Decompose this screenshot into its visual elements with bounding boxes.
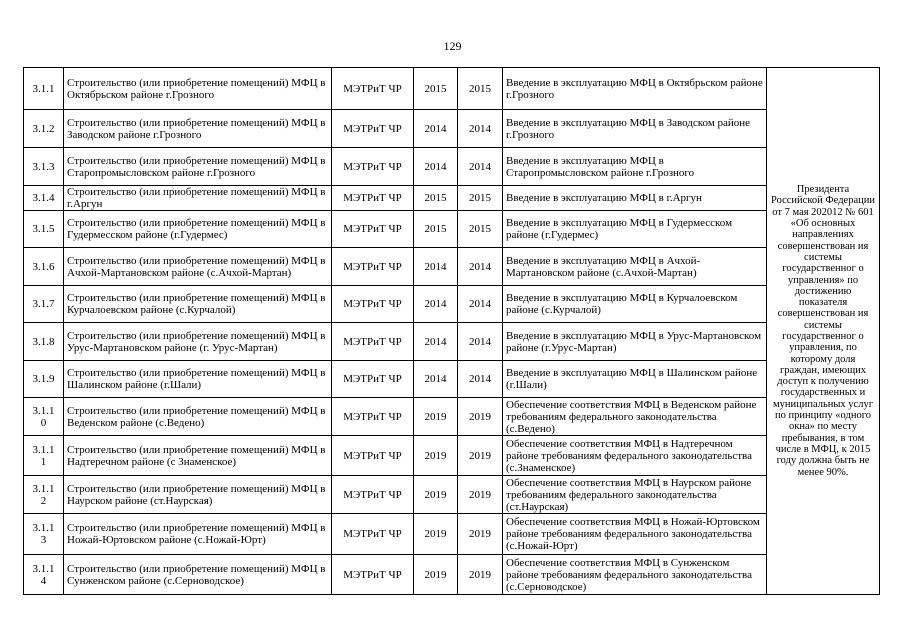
responsible-agency: МЭТРиТ ЧР bbox=[332, 323, 414, 361]
row-number bbox=[24, 476, 64, 514]
start-year: 2014 bbox=[414, 361, 458, 398]
row-number-text: 3.1.13 bbox=[32, 522, 55, 546]
responsible-agency: МЭТРиТ ЧР bbox=[332, 555, 414, 595]
table-row bbox=[24, 555, 880, 595]
expected-result: Введение в эксплуатацию МФЦ в Урус-Мартановском районе (г.Урус-Мартан) bbox=[503, 323, 767, 361]
measure-description: Строительство (или приобретение помещений) МФЦ в Наурском районе (ст.Наурская) bbox=[64, 476, 332, 514]
responsible-agency: МЭТРиТ ЧР bbox=[332, 186, 414, 211]
responsible-agency: МЭТРиТ ЧР bbox=[332, 476, 414, 514]
start-year: 2014 bbox=[414, 248, 458, 286]
expected-result: Введение в эксплуатацию МФЦ в Шалинском районе (г.Шали) bbox=[503, 361, 767, 398]
expected-result: Обеспечение соответствия МФЦ в Ножай-Юртовском районе требованиям федерального законодательства (с.Ножай-Юрт) bbox=[503, 514, 767, 555]
table-row bbox=[24, 323, 880, 361]
row-number-text: 3.1.4 bbox=[32, 192, 55, 204]
end-year: 2014 bbox=[458, 286, 503, 323]
row-number-text: 3.1.1 bbox=[32, 82, 55, 95]
responsible-agency: МЭТРиТ ЧР bbox=[332, 68, 414, 110]
start-year: 2019 bbox=[414, 555, 458, 595]
end-year: 2019 bbox=[458, 514, 503, 555]
table-row bbox=[24, 476, 880, 514]
table-row bbox=[24, 398, 880, 436]
row-number-text: 3.1.12 bbox=[32, 482, 55, 507]
table-row bbox=[24, 148, 880, 186]
expected-result: Обеспечение соответствия МФЦ в Сунженском районе требованиям федерального законодательства (с.Серноводское) bbox=[503, 555, 767, 595]
end-year: 2019 bbox=[458, 476, 503, 514]
row-number-text: 3.1.6 bbox=[32, 260, 55, 273]
measure-description: Строительство (или приобретение помещений) МФЦ в Веденском районе (с.Ведено) bbox=[64, 398, 332, 436]
measure-description: Строительство (или приобретение помещений) МФЦ в Надтеречном районе (с Знаменское) bbox=[64, 436, 332, 476]
expected-result: Обеспечение соответствия МФЦ в Веденском районе требованиям федерального законодательства (с.Ведено) bbox=[503, 398, 767, 436]
row-number bbox=[24, 398, 64, 436]
measure-description: Строительство (или приобретение помещений) МФЦ в Курчалоевском районе (с.Курчалой) bbox=[64, 286, 332, 323]
row-number bbox=[24, 555, 64, 595]
row-number bbox=[24, 514, 64, 555]
table-row bbox=[24, 248, 880, 286]
page-number: 129 bbox=[443, 39, 462, 53]
legal-basis-note: Президента Российской Федерации от 7 мая 202012 № 601 «Об основных направлениях совершенствован ия системы государственног о управления» по достижению показателя совершенствован ия системы государственног о управления, по которому доля граждан, имеющих доступ к получению государственных и муниципальных услуг по принципу «одного окна» по месту пребывания, в том числе в МФЦ, к 2015 году должна быть не менее 90%. bbox=[767, 68, 880, 595]
row-number-text: 3.1.14 bbox=[32, 562, 55, 587]
row-number bbox=[24, 186, 64, 211]
row-number bbox=[24, 323, 64, 361]
row-number bbox=[24, 361, 64, 398]
end-year: 2015 bbox=[458, 68, 503, 110]
responsible-agency: МЭТРиТ ЧР bbox=[332, 436, 414, 476]
table-row bbox=[24, 514, 880, 555]
responsible-agency: МЭТРиТ ЧР bbox=[332, 248, 414, 286]
measure-description: Строительство (или приобретение помещений) МФЦ в г.Аргун bbox=[64, 186, 332, 211]
row-number-text: 3.1.9 bbox=[32, 373, 55, 385]
responsible-agency: МЭТРиТ ЧР bbox=[332, 514, 414, 555]
end-year: 2014 bbox=[458, 148, 503, 186]
table-row bbox=[24, 361, 880, 398]
expected-result: Введение в эксплуатацию МФЦ в Старопромысловском районе г.Грозного bbox=[503, 148, 767, 186]
expected-result: Обеспечение соответствия МФЦ в Наурском районе требованиям федерального законодательства (ст.Наурская) bbox=[503, 476, 767, 514]
measure-description: Строительство (или приобретение помещений) МФЦ в Гудермесском районе (г.Гудермес) bbox=[64, 211, 332, 248]
responsible-agency: МЭТРиТ ЧР bbox=[332, 361, 414, 398]
row-number bbox=[24, 211, 64, 248]
start-year: 2014 bbox=[414, 148, 458, 186]
expected-result: Введение в эксплуатацию МФЦ в Курчалоевском районе (с.Курчалой) bbox=[503, 286, 767, 323]
end-year: 2014 bbox=[458, 361, 503, 398]
start-year: 2014 bbox=[414, 110, 458, 148]
row-number-text: 3.1.2 bbox=[32, 122, 55, 135]
row-number bbox=[24, 248, 64, 286]
end-year: 2014 bbox=[458, 248, 503, 286]
end-year: 2014 bbox=[458, 110, 503, 148]
start-year: 2019 bbox=[414, 476, 458, 514]
responsible-agency: МЭТРиТ ЧР bbox=[332, 286, 414, 323]
expected-result: Введение в эксплуатацию МФЦ в г.Аргун bbox=[503, 186, 767, 211]
measure-description: Строительство (или приобретение помещений) МФЦ в Заводском районе г.Грозного bbox=[64, 110, 332, 148]
measure-description: Строительство (или приобретение помещений) МФЦ в Ножай-Юртовском районе (с.Ножай-Юрт) bbox=[64, 514, 332, 555]
start-year: 2019 bbox=[414, 514, 458, 555]
row-number bbox=[24, 436, 64, 476]
row-number-text: 3.1.7 bbox=[32, 298, 55, 310]
table-row bbox=[24, 186, 880, 211]
table-row bbox=[24, 286, 880, 323]
end-year: 2019 bbox=[458, 398, 503, 436]
expected-result: Введение в эксплуатацию МФЦ в Гудермесском районе (г.Гудермес) bbox=[503, 211, 767, 248]
table-row bbox=[24, 436, 880, 476]
start-year: 2015 bbox=[414, 211, 458, 248]
expected-result: Обеспечение соответствия МФЦ в Надтеречном районе требованиям федерального законодательства (с.Знаменское) bbox=[503, 436, 767, 476]
start-year: 2014 bbox=[414, 286, 458, 323]
row-number bbox=[24, 110, 64, 148]
row-number-text: 3.1.11 bbox=[32, 443, 55, 468]
responsible-agency: МЭТРиТ ЧР bbox=[332, 211, 414, 248]
table-row bbox=[24, 110, 880, 148]
row-number-text: 3.1.10 bbox=[32, 404, 55, 429]
start-year: 2015 bbox=[414, 186, 458, 211]
row-number bbox=[24, 68, 64, 110]
responsible-agency: МЭТРиТ ЧР bbox=[332, 110, 414, 148]
row-number-text: 3.1.3 bbox=[32, 160, 55, 173]
table-row bbox=[24, 68, 880, 110]
start-year: 2015 bbox=[414, 68, 458, 110]
measure-description: Строительство (или приобретение помещений) МФЦ в Урус-Мартановском районе (г. Урус-Мартан) bbox=[64, 323, 332, 361]
measure-description: Строительство (или приобретение помещений) МФЦ в Октябрьском районе г.Грозного bbox=[64, 68, 332, 110]
measure-description: Строительство (или приобретение помещений) МФЦ в Шалинском районе (г.Шали) bbox=[64, 361, 332, 398]
measure-description: Строительство (или приобретение помещений) МФЦ в Ачхой-Мартановском районе (с.Ачхой-Мартан) bbox=[64, 248, 332, 286]
start-year: 2019 bbox=[414, 398, 458, 436]
end-year: 2014 bbox=[458, 323, 503, 361]
measure-description: Строительство (или приобретение помещений) МФЦ в Сунженском районе (с.Серноводское) bbox=[64, 555, 332, 595]
start-year: 2014 bbox=[414, 323, 458, 361]
responsible-agency: МЭТРиТ ЧР bbox=[332, 398, 414, 436]
measure-description: Строительство (или приобретение помещений) МФЦ в Старопромысловском районе г.Грозного bbox=[64, 148, 332, 186]
end-year: 2019 bbox=[458, 436, 503, 476]
expected-result: Введение в эксплуатацию МФЦ в Октябрьском районе г.Грозного bbox=[503, 68, 767, 110]
end-year: 2019 bbox=[458, 555, 503, 595]
responsible-agency: МЭТРиТ ЧР bbox=[332, 148, 414, 186]
start-year: 2019 bbox=[414, 436, 458, 476]
row-number-text: 3.1.5 bbox=[32, 223, 55, 235]
expected-result: Введение в эксплуатацию МФЦ в Заводском районе г.Грозного bbox=[503, 110, 767, 148]
row-number-text: 3.1.8 bbox=[32, 335, 55, 348]
end-year: 2015 bbox=[458, 211, 503, 248]
measures-table bbox=[23, 67, 880, 595]
table-row bbox=[24, 211, 880, 248]
end-year: 2015 bbox=[458, 186, 503, 211]
expected-result: Введение в эксплуатацию МФЦ в Ачхой-Мартановском районе (с.Ачхой-Мартан) bbox=[503, 248, 767, 286]
row-number bbox=[24, 286, 64, 323]
row-number bbox=[24, 148, 64, 186]
